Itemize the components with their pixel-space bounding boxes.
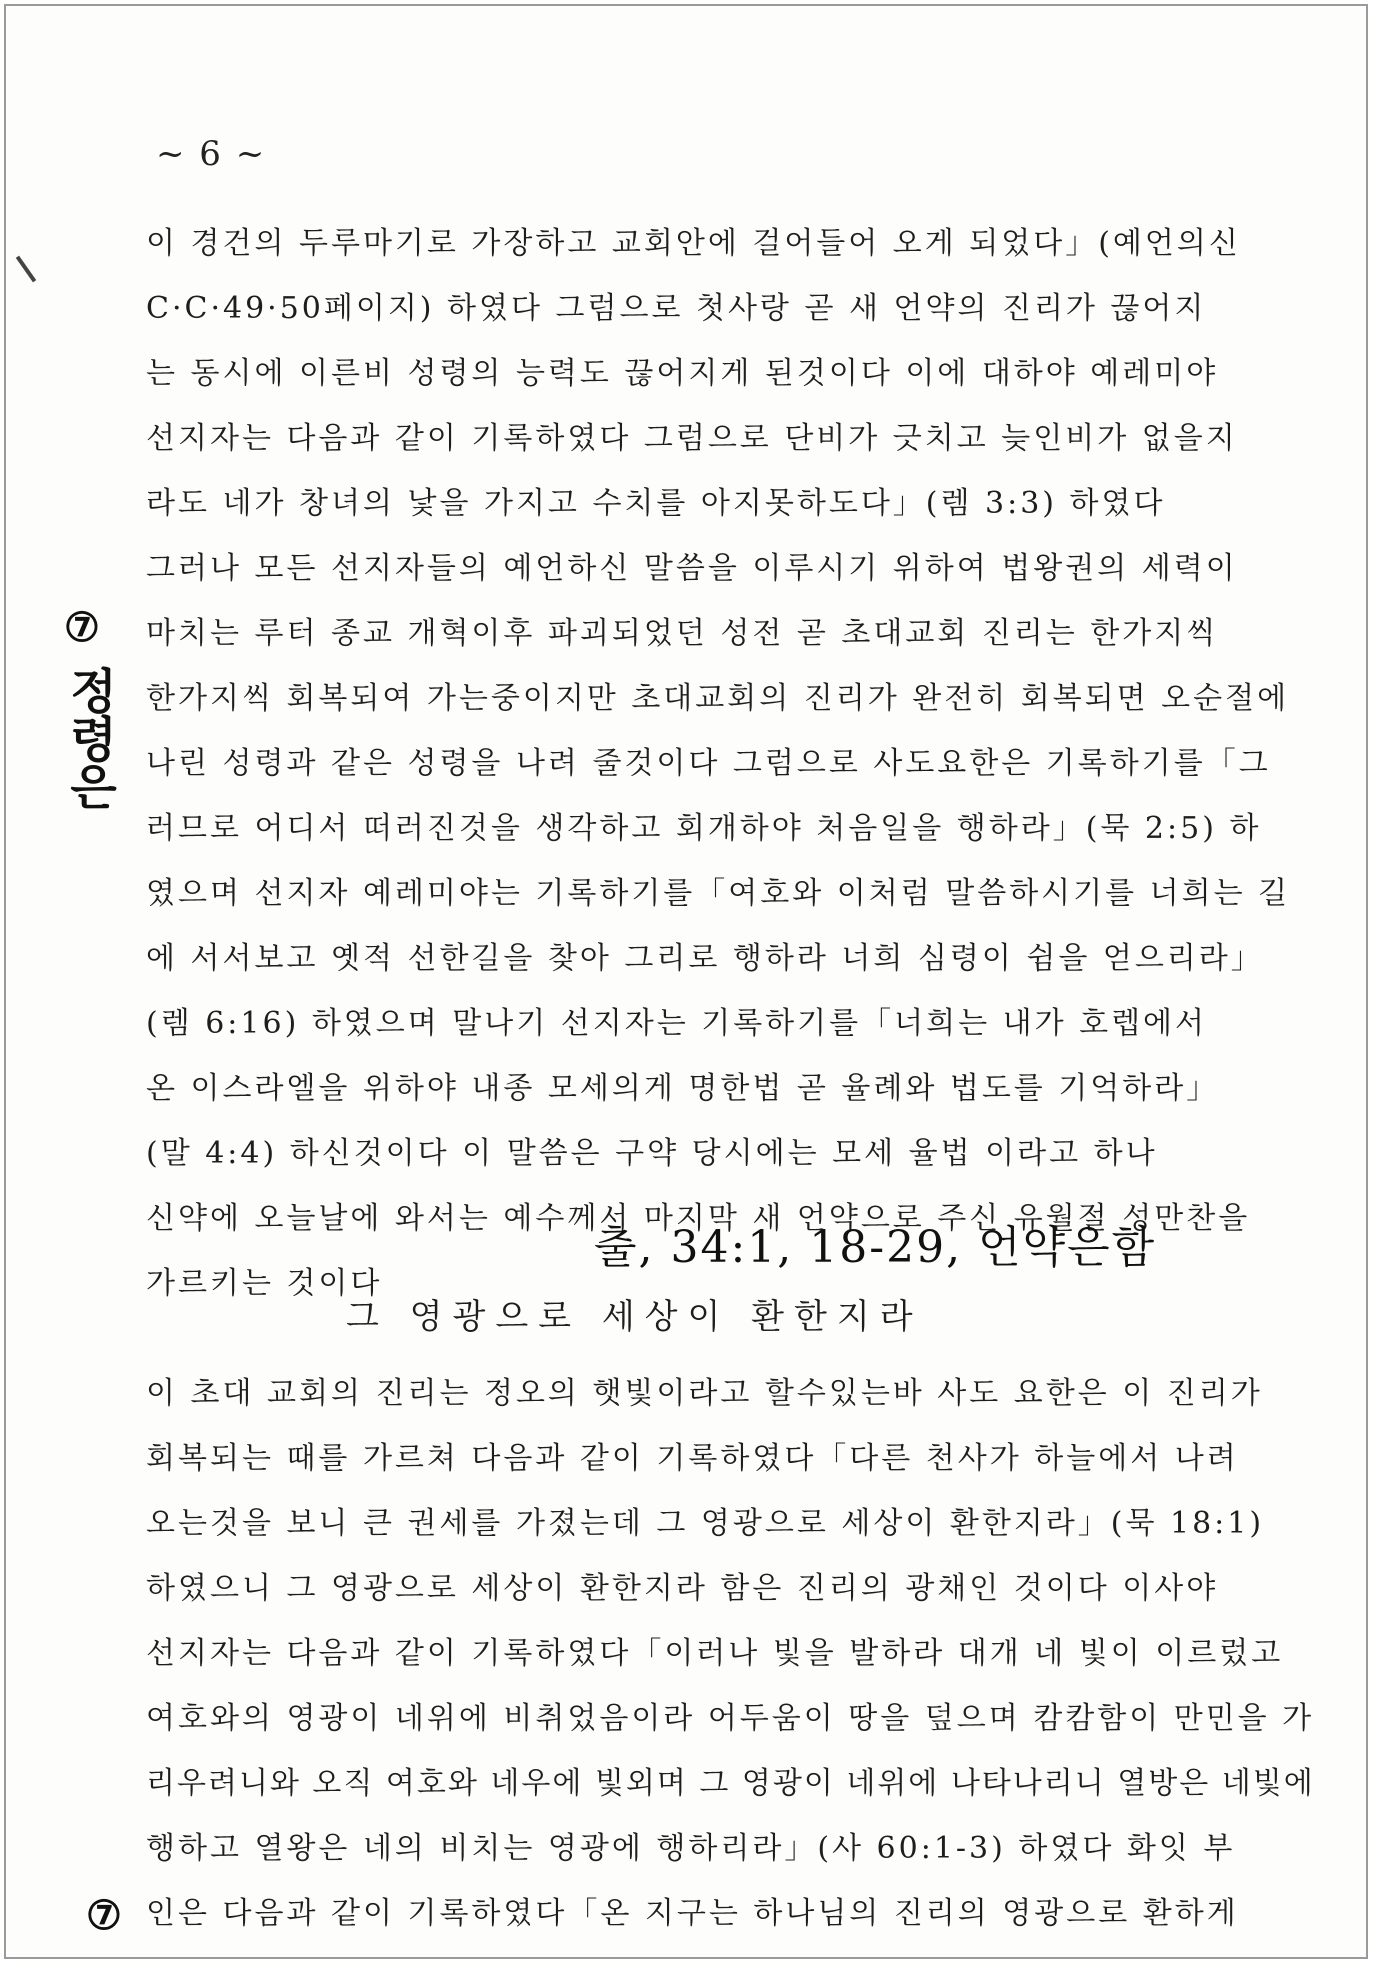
text-line: 하였으니 그 영광으로 세상이 환한지라 함은 진리의 광채인 것이다 이사야: [146, 1571, 1219, 1606]
text-line: 라도 네가 창녀의 낯을 가지고 수치를 아지못하도다」(렘 3:3) 하였다: [146, 486, 1166, 521]
text-line: (렘 6:16) 하였으며 말나기 선지자는 기록하기를「너희는 내가 호렙에서: [146, 1006, 1208, 1041]
text-line: 한가지씩 회복되여 가는중이지만 초대교회의 진리가 완전히 회복되면 오순절에: [146, 681, 1290, 716]
text-line: 오는것을 보니 큰 권세를 가졌는데 그 영광으로 세상이 환한지라」(묵 18:1): [146, 1506, 1265, 1541]
margin-mark-circle: ⑦: [86, 1892, 122, 1939]
text-line: 신약에 오늘날에 와서는 예수께서 마지막 새 언약으로 주신 유월절 성만찬을: [146, 1201, 1251, 1236]
margin-mark-circle: ⑦: [64, 604, 100, 651]
document-page: [4, 4, 1368, 1959]
text-line: 행하고 열왕은 네의 비치는 영광에 행하리라」(사 60:1-3) 하였다 화잇 부: [146, 1831, 1236, 1866]
text-line: (말 4:4) 하신것이다 이 말씀은 구약 당시에는 모세 율법 이라고 하나: [146, 1136, 1158, 1171]
text-line: 가르키는 것이다: [146, 1266, 383, 1301]
text-line: 에 서서보고 옛적 선한길을 찾아 그리로 행하라 너희 심령이 쉼을 얻으리라」: [146, 941, 1264, 976]
text-line: 선지자는 다음과 같이 기록하였다「이러나 빛을 발하라 대개 네 빛이 이르렀고: [146, 1636, 1284, 1671]
text-line: 회복되는 때를 가르쳐 다음과 같이 기록하였다「다른 천사가 하늘에서 나려: [146, 1441, 1239, 1476]
text-line: 는 동시에 이른비 성령의 능력도 끊어지게 된것이다 이에 대하야 예레미야: [146, 356, 1219, 391]
text-line: 나린 성령과 같은 성령을 나려 줄것이다 그럼으로 사도요한은 기록하기를「그: [146, 746, 1271, 781]
text-line: 러므로 어디서 떠러진것을 생각하고 회개하야 처음일을 행하라」(묵 2:5) 하: [146, 811, 1262, 846]
text-line: 였으며 선지자 예레미야는 기록하기를「여호와 이처럼 말씀하시기를 너희는 길: [146, 876, 1291, 911]
text-line: 여호와의 영광이 네위에 비취었음이라 어두움이 땅을 덮으며 캄캄함이 만민을 가: [146, 1701, 1315, 1736]
text-line: 인은 다음과 같이 기록하였다「온 지구는 하나님의 진리의 영광으로 환하게: [146, 1896, 1239, 1931]
page-number: ~ 6 ~: [156, 134, 267, 174]
text-line: 마치는 루터 종교 개혁이후 파괴되었던 성전 곧 초대교회 진리는 한가지씩: [146, 616, 1219, 651]
text-line: 이 경건의 두루마기로 가장하고 교회안에 걸어들어 오게 되었다」(예언의신: [146, 226, 1241, 261]
margin-handwritten-note: 정령은: [61, 666, 117, 810]
text-line: 리우려니와 오직 여호와 네우에 빛외며 그 영광이 네위에 나타나리니 열방은 네빛에: [146, 1766, 1315, 1801]
text-line: 온 이스라엘을 위하야 내종 모세의게 명한법 곧 율례와 법도를 기억하라」: [146, 1071, 1220, 1106]
text-line: 선지자는 다음과 같이 기록하였다 그럼으로 단비가 긋치고 늦인비가 없을지: [146, 421, 1238, 456]
margin-tick-mark: [16, 256, 36, 283]
text-line: 그러나 모든 선지자들의 예언하신 말씀을 이루시기 위하여 법왕권의 세력이: [146, 551, 1238, 586]
section-heading: 그 영광으로 세상이 환한지라: [346, 1297, 923, 1337]
handwritten-annotation: 출, 34:1, 18-29, 언약은함: [594, 1222, 1157, 1273]
text-line: C·C·49·50페이지) 하였다 그럼으로 첫사랑 곧 새 언약의 진리가 끊어지: [146, 291, 1207, 326]
text-line: 이 초대 교회의 진리는 정오의 햇빛이라고 할수있는바 사도 요한은 이 진리가: [146, 1376, 1263, 1411]
